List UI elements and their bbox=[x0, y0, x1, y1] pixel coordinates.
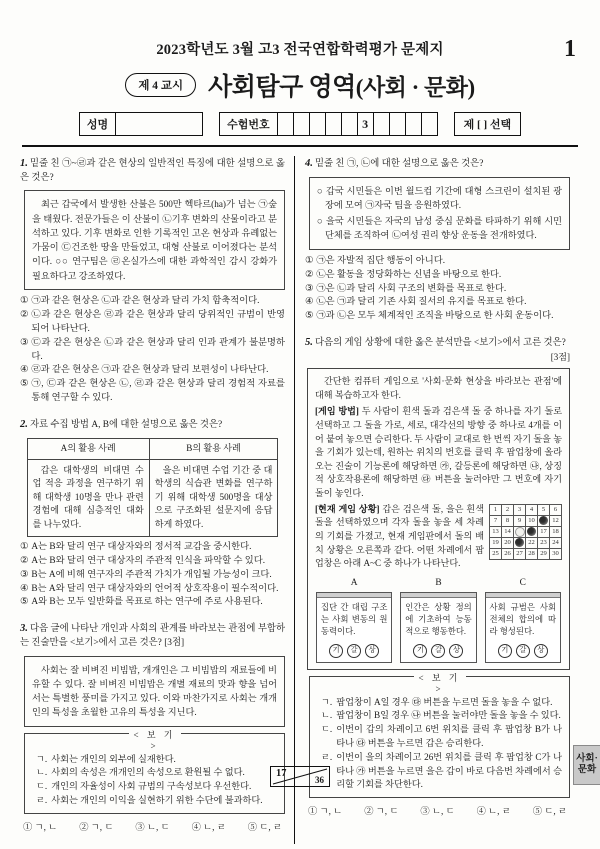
white-stone bbox=[515, 527, 525, 537]
grid-cell-8[interactable]: 8 bbox=[502, 515, 514, 526]
choice-marker: ④ bbox=[305, 297, 314, 308]
question-5-choices bbox=[305, 803, 570, 817]
bogi-text: 개인의 자율성이 사회 규범의 구속성보다 우선한다. bbox=[51, 781, 252, 792]
grid-cell-26[interactable]: 26 bbox=[502, 548, 514, 559]
bogi-item bbox=[32, 753, 277, 767]
question-4-prompt: 밑줄 친 ㉠, ㉡에 대한 설명으로 옳은 것은? bbox=[314, 159, 484, 169]
choice-text: ㉠은 ㉡과 달리 사회 구조의 변화를 목표로 한다. bbox=[316, 283, 507, 294]
popup-column-b bbox=[400, 576, 477, 663]
question-4-head bbox=[305, 156, 570, 172]
exam-id-field[interactable] bbox=[219, 112, 438, 136]
subject-detail: (사회 · 문화) bbox=[355, 75, 475, 100]
popup-a-buttons bbox=[317, 642, 392, 662]
black-stone bbox=[539, 516, 548, 525]
bogi-marker: ㄷ. bbox=[36, 781, 48, 792]
choice-marker: ③ bbox=[305, 283, 314, 294]
id-cell[interactable] bbox=[310, 113, 326, 135]
question-1-number: 1. bbox=[20, 158, 28, 169]
question-4-choices bbox=[305, 255, 570, 325]
button-functionalism[interactable]: 기 bbox=[413, 644, 427, 658]
grid-cell-14[interactable]: 14 bbox=[502, 526, 514, 537]
popup-b-text: 인간은 상황 정의에 기초하여 능동적으로 행동한다. bbox=[405, 603, 472, 637]
bogi-text: 사회의 속성은 개개인의 속성으로 환원될 수 없다. bbox=[51, 767, 245, 778]
id-cell-fixed: 3 bbox=[358, 113, 374, 135]
bogi-text: 사회는 개인의 이익을 실현하기 위한 수단에 불과하다. bbox=[51, 795, 263, 806]
grid-cell-22[interactable]: 22 bbox=[526, 537, 538, 548]
choice-text: A는 B와 달리 연구 대상자의 주관적 인식을 파악할 수 있다. bbox=[31, 555, 266, 566]
choice-text: B는 A와 달리 연구 대상자와의 언어적 상호작용이 필수적이다. bbox=[31, 583, 279, 594]
question-1-prompt: 밑줄 친 ㉠~㉣과 같은 현상의 일반적인 특징에 대한 설명으로 옳은 것은? bbox=[20, 159, 285, 183]
choice-option[interactable] bbox=[20, 309, 285, 337]
choice-marker: ① bbox=[20, 295, 29, 306]
grid-row bbox=[490, 504, 562, 515]
table-cell: 을은 비대면 수업 기간 중 대학생의 식습관 변화를 연구하기 위해 대학생 500명을 대상으로 구조화된 설문지에 응답하게 하였다. bbox=[149, 459, 278, 536]
bogi-marker: ㄴ. bbox=[321, 710, 333, 721]
page-indicator bbox=[270, 766, 330, 787]
grid-cell-23[interactable]: 23 bbox=[538, 537, 550, 548]
popup-c bbox=[485, 592, 562, 663]
bogi-text: 이번이 갑의 차례이고 6번 위치를 클릭 후 팝업창 B가 나타나 ㉰ 버튼을 누르면 갑은 승리한다. bbox=[336, 724, 562, 749]
question-2-number: 2. bbox=[20, 419, 28, 431]
choice-option[interactable] bbox=[20, 337, 285, 365]
question-1 bbox=[20, 156, 285, 406]
grid-row bbox=[490, 537, 562, 548]
popup-column-a bbox=[316, 576, 393, 663]
question-3-points: [3점] bbox=[164, 638, 185, 649]
choice-marker: ② bbox=[305, 269, 314, 280]
grid-cell-29[interactable]: 29 bbox=[538, 548, 550, 559]
question-4-passage bbox=[309, 177, 570, 250]
choice-marker: ④ bbox=[20, 583, 29, 594]
question-3-passage-text: 사회는 잘 비벼진 비빔밥, 개개인은 그 비빔밥의 재료들에 비유할 수 있다. 잘 비벼진 비빔밥은 개별 재료의 맛과 향을 넘어서는 특별한 풍미를 가지고 있다. 이와 마찬가지로 사회는 개개인의 특성을 초월한 고유의 특성을 지닌다. bbox=[32, 664, 277, 718]
game-rules-text: 두 사람이 흰색 돌과 검은색 돌 중 하나를 자기 돌로 선택하고 그 돌을 가로, 세로, 대각선의 방향 중 하나로 4개를 이어 붙여 놓으면 승리한다. 두 사람이 교대로 한 번씩 자기 돌을 놓을 기회가 있는데, 원하는 위치의 번호를 클릭 후 팝업창에 올라오는 진술이 기능론에 해당하면 ㉮, 갈등론에 해당하면 ㉯, 상징적 상호작용론에 해당하면 ㉰ 버튼을 눌러야만 그 번호에 자기 돌이 놓인다. bbox=[315, 406, 563, 499]
choice-option[interactable] bbox=[305, 269, 570, 283]
game-intro: 간단한 컴퓨터 게임으로 '사회·문화 현상을 바라보는 관점'에 대해 복습하고자 한다. bbox=[315, 375, 562, 400]
grid-cell-13[interactable]: 13 bbox=[490, 526, 502, 537]
bogi-text: 팝업창이 B일 경우 ㉯ 버튼을 눌러야만 돌을 놓을 수 있다. bbox=[336, 710, 561, 721]
table-cell: 갑은 대학생의 비대면 수업 적응 과정을 연구하기 위해 대학생 10명을 만나 관련 경험에 대해 심층적인 대화를 나누었다. bbox=[27, 459, 149, 536]
game-status-label: [현재 게임 상황] bbox=[315, 503, 380, 514]
button-symbolic[interactable]: 상 bbox=[365, 644, 379, 658]
choice-option[interactable] bbox=[20, 555, 285, 569]
current-page: 17 bbox=[276, 768, 287, 779]
popup-label-c: C bbox=[519, 577, 526, 588]
table-header-cell: B의 활용 사례 bbox=[149, 438, 278, 459]
question-4-number: 4. bbox=[305, 158, 313, 169]
id-cell[interactable] bbox=[422, 113, 437, 135]
page-title bbox=[208, 67, 475, 103]
button-functionalism[interactable]: 기 bbox=[329, 644, 343, 658]
choice-option[interactable]: ① ㄱ, ㄴ bbox=[23, 822, 58, 833]
grid-cell-24[interactable]: 24 bbox=[550, 537, 562, 548]
grid-row bbox=[490, 548, 562, 559]
exam-id-cells[interactable] bbox=[278, 113, 437, 135]
button-conflict[interactable]: 갈 bbox=[431, 644, 445, 658]
period-badge: 제 4 교시 bbox=[125, 73, 196, 97]
popup-windows bbox=[315, 576, 562, 663]
side-tab bbox=[573, 745, 600, 785]
question-5-points: [3점] bbox=[550, 351, 570, 362]
popup-b-buttons bbox=[401, 642, 476, 662]
id-cell[interactable] bbox=[342, 113, 358, 135]
choice-marker: ① bbox=[305, 255, 314, 266]
bogi-title: < 보 기 > bbox=[414, 671, 466, 694]
grid-cell-30[interactable]: 30 bbox=[550, 548, 562, 559]
question-3-prompt: 다음 글에 나타난 개인과 사회의 관계를 바라보는 관점에 부합하는 진술만을 <보기>에서 고른 것은? bbox=[20, 624, 285, 649]
choice-option[interactable]: ⑤ ㄷ, ㄹ bbox=[532, 807, 567, 818]
grid-cell-1[interactable]: 1 bbox=[490, 504, 502, 515]
question-1-passage-text: 최근 갑국에서 발생한 산불은 500만 헥타르(ha)가 넘는 ㉠숲을 태웠다. 전문가들은 이 산불이 ㉡기후 변화의 산물이라고 분석하고 있다. 기후 변화로 인한 기록적인 고온 현상과 유례없는 가뭄이 ㉢건조한 땅을 만들었고, 대형 산불로 이어졌다는 분석이다. ○○ 연구팀은 ㉣온실가스에 대한 과학적인 감시 강화가 필요하다고 강조하였다. bbox=[32, 199, 277, 281]
question-5-stimulus bbox=[307, 368, 570, 670]
choice-option[interactable]: ② ㄱ, ㄷ bbox=[79, 822, 114, 833]
name-field[interactable] bbox=[79, 112, 203, 136]
subject-name: 사회탐구 영역 bbox=[208, 74, 356, 101]
name-input[interactable] bbox=[116, 113, 202, 135]
content-columns bbox=[20, 156, 580, 844]
choice-option[interactable] bbox=[20, 569, 285, 583]
popup-b bbox=[400, 592, 477, 663]
grid-cell-17[interactable]: 17 bbox=[538, 526, 550, 537]
choice-text: ㉡과 같은 현상은 ㉣과 같은 현상과 달리 당위적인 규범이 반영되어 나타난다. bbox=[31, 309, 285, 334]
popup-c-buttons bbox=[486, 642, 561, 662]
popup-a bbox=[316, 592, 393, 663]
choice-option[interactable]: ③ ㄴ, ㄷ bbox=[420, 807, 455, 818]
game-rules-label: [게임 방법] bbox=[315, 406, 359, 417]
grid-cell-5[interactable]: 5 bbox=[538, 504, 550, 515]
question-4-bullet: ○ 갑국 시민들은 이번 월드컵 기간에 대형 스크린이 설치된 광장에 모여 ㉠자국 팀을 응원하였다. bbox=[317, 185, 562, 210]
question-2-table bbox=[27, 438, 279, 537]
question-2 bbox=[20, 417, 285, 610]
choice-text: ㉡은 ㉠과 달리 기존 사회 질서의 유지를 목표로 한다. bbox=[316, 297, 527, 308]
question-3-choices bbox=[20, 819, 285, 833]
grid-cell-12[interactable]: 12 bbox=[550, 515, 562, 526]
grid-cell-11[interactable] bbox=[538, 515, 550, 526]
grid-cell-19[interactable]: 19 bbox=[490, 537, 502, 548]
table-header-cell: A의 활용 사례 bbox=[27, 438, 149, 459]
bogi-title: < 보 기 > bbox=[129, 728, 181, 751]
game-status-text: 갑은 검은색 돌, 을은 흰색 돌을 선택하였으며 각자 돌을 놓을 세 차례의 기회를 가졌고, 현재 게임판에서 돌의 배치 상황은 오른쪽과 같다. 어떤 차례에서 팝업창은 아래 A~C 중 하나가 나타난다. bbox=[315, 503, 484, 569]
page-number: 1 bbox=[564, 36, 576, 62]
choice-marker: ⑤ bbox=[20, 597, 29, 608]
choice-text: ㉠과 ㉡은 모두 체계적인 조직을 바탕으로 한 사회 운동이다. bbox=[316, 311, 554, 322]
grid-cell-18[interactable]: 18 bbox=[550, 526, 562, 537]
choice-option[interactable] bbox=[20, 364, 285, 378]
bogi-marker: ㄱ. bbox=[36, 753, 48, 764]
bogi-marker: ㄹ. bbox=[36, 795, 48, 806]
popup-label-b: B bbox=[435, 577, 442, 588]
popup-label-a: A bbox=[350, 577, 358, 588]
choice-marker: ① bbox=[20, 541, 29, 552]
bogi-item bbox=[317, 696, 562, 710]
choice-option[interactable]: ③ ㄴ, ㄷ bbox=[135, 822, 170, 833]
bogi-text: 팝업창이 A일 경우 ㉰ 버튼을 누르면 돌을 놓을 수 없다. bbox=[336, 696, 553, 707]
id-cell[interactable] bbox=[278, 113, 294, 135]
grid-cell-3[interactable]: 3 bbox=[514, 504, 526, 515]
question-3 bbox=[20, 621, 285, 832]
id-cell[interactable] bbox=[390, 113, 406, 135]
choice-text: ㉠과 같은 현상은 ㉡과 같은 현상과 달리 가치 함축적이다. bbox=[31, 295, 260, 306]
id-row bbox=[0, 112, 600, 136]
choice-option[interactable]: ① ㄱ, ㄴ bbox=[308, 807, 343, 818]
header-divider bbox=[22, 145, 578, 147]
choice-option[interactable] bbox=[305, 296, 570, 310]
grid-cell-16[interactable] bbox=[526, 526, 538, 537]
choice-option[interactable] bbox=[305, 283, 570, 297]
bogi-item bbox=[32, 794, 277, 808]
selection-field[interactable]: 제 [ ] 선택 bbox=[454, 112, 521, 136]
choice-marker: ⑤ bbox=[20, 379, 29, 390]
choice-option[interactable]: ④ ㄴ, ㄹ bbox=[191, 822, 226, 833]
question-1-choices bbox=[20, 295, 285, 407]
popup-c-text: 사회 규범은 사회 전체의 합의에 따라 형성된다. bbox=[489, 603, 557, 637]
grid-cell-7[interactable]: 7 bbox=[490, 515, 502, 526]
question-2-prompt: 자료 수집 방법 A, B에 대한 설명으로 옳은 것은? bbox=[29, 420, 223, 431]
choice-text: ㉠, ㉢과 같은 현상은 ㉡, ㉣과 같은 현상과 달리 경험적 자료를 통해 연구할 수 있다. bbox=[31, 379, 285, 404]
choice-option[interactable] bbox=[20, 541, 285, 555]
question-2-choices bbox=[20, 541, 285, 611]
exam-title: 2023학년도 3월 고3 전국연합학력평가 문제지 bbox=[156, 42, 444, 58]
choice-marker: ② bbox=[20, 309, 29, 320]
choice-option[interactable] bbox=[305, 255, 570, 269]
choice-text: A와 B는 모두 일반화를 목표로 하는 연구에 주로 사용된다. bbox=[31, 597, 263, 608]
question-4-bullet: ○ 을국 시민들은 자국의 남성 중심 문화를 타파하기 위해 시민 단체를 조직하여 ㉡여성 권리 향상 운동을 전개하였다. bbox=[317, 216, 562, 241]
id-cell[interactable] bbox=[294, 113, 310, 135]
bogi-marker: ㄷ. bbox=[321, 724, 333, 735]
bogi-marker: ㄹ. bbox=[321, 751, 333, 762]
choice-option[interactable] bbox=[20, 583, 285, 597]
subject-line bbox=[0, 67, 600, 103]
question-5-prompt: 다음의 게임 상황에 대한 옳은 분석만을 <보기>에서 고른 것은? bbox=[314, 338, 566, 349]
black-stone bbox=[527, 527, 536, 536]
id-cell[interactable] bbox=[406, 113, 422, 135]
grid-cell-2[interactable]: 2 bbox=[502, 504, 514, 515]
bogi-item bbox=[317, 723, 562, 751]
grid-row bbox=[490, 515, 562, 526]
choice-marker: ⑤ bbox=[305, 311, 314, 322]
id-cell[interactable] bbox=[326, 113, 342, 135]
question-5 bbox=[305, 335, 570, 817]
name-label: 성명 bbox=[80, 113, 116, 135]
question-4 bbox=[305, 156, 570, 324]
page-header bbox=[0, 0, 600, 147]
bogi-text: 사회는 개인의 외부에 실재한다. bbox=[51, 753, 176, 764]
question-2-head bbox=[20, 417, 285, 433]
grid-cell-6[interactable]: 6 bbox=[550, 504, 562, 515]
choice-marker: ③ bbox=[20, 569, 29, 580]
question-3-passage bbox=[24, 656, 285, 727]
bullet-text: 을국 시민들은 자국의 남성 중심 문화를 타파하기 위해 시민 단체를 조직하여 ㉡여성 권리 향상 운동을 전개하였다. bbox=[325, 216, 562, 241]
choice-text: ㉢과 같은 현상은 ㉡과 같은 현상과 달리 인과 관계가 불분명하다. bbox=[31, 337, 285, 362]
question-1-passage bbox=[24, 190, 285, 290]
exam-id-label: 수험번호 bbox=[220, 113, 278, 135]
table-header-row bbox=[27, 438, 278, 459]
game-rules bbox=[315, 405, 562, 500]
choice-option[interactable] bbox=[305, 310, 570, 324]
grid-cell-28[interactable]: 28 bbox=[526, 548, 538, 559]
question-1-head bbox=[20, 156, 285, 185]
grid-cell-20[interactable]: 20 bbox=[502, 537, 514, 548]
left-column bbox=[20, 156, 294, 844]
choice-marker: ② bbox=[20, 555, 29, 566]
choice-option[interactable]: ④ ㄴ, ㄹ bbox=[476, 807, 511, 818]
bogi-item bbox=[317, 709, 562, 723]
choice-option[interactable] bbox=[20, 295, 285, 309]
button-functionalism[interactable]: 기 bbox=[498, 644, 512, 658]
choice-option[interactable] bbox=[20, 596, 285, 610]
game-status-text-wrap bbox=[315, 503, 484, 571]
grid-cell-9[interactable]: 9 bbox=[514, 515, 526, 526]
id-cell[interactable] bbox=[374, 113, 390, 135]
choice-marker: ④ bbox=[20, 365, 29, 376]
grid-cell-27[interactable]: 27 bbox=[514, 548, 526, 559]
popup-a-text: 집단 간 대립 구조는 사회 변동의 원동력이다. bbox=[320, 603, 388, 637]
choice-option[interactable]: ② ㄱ, ㄷ bbox=[364, 807, 399, 818]
choice-option[interactable]: ⑤ ㄷ, ㄹ bbox=[247, 822, 282, 833]
grid-cell-4[interactable]: 4 bbox=[526, 504, 538, 515]
choice-text: ㉠은 자발적 집단 행동이 아니다. bbox=[316, 255, 446, 266]
question-3-number: 3. bbox=[20, 623, 28, 635]
choice-text: B는 A에 비해 연구자의 주관적 가치가 개입될 가능성이 크다. bbox=[31, 569, 272, 580]
choice-text: ㉡은 활동을 정당화하는 신념을 바탕으로 한다. bbox=[316, 269, 502, 280]
total-pages: 36 bbox=[315, 775, 324, 785]
grid-cell-21[interactable] bbox=[514, 537, 526, 548]
bullet-text: 갑국 시민들은 이번 월드컵 기간에 대형 스크린이 설치된 광장에 모여 ㉠자국 팀을 응원하였다. bbox=[325, 185, 562, 210]
button-conflict[interactable]: 갈 bbox=[516, 644, 530, 658]
button-symbolic[interactable]: 상 bbox=[534, 644, 548, 658]
grid-row bbox=[490, 526, 562, 537]
game-status-wrap bbox=[315, 503, 562, 571]
grid-cell-15[interactable] bbox=[514, 526, 526, 537]
bogi-marker: ㄴ. bbox=[36, 767, 48, 778]
button-symbolic[interactable]: 상 bbox=[449, 644, 463, 658]
choice-text: A는 B와 달리 연구 대상자와의 정서적 교감을 중시한다. bbox=[31, 541, 252, 552]
grid-cell-10[interactable]: 10 bbox=[526, 515, 538, 526]
choice-marker: ③ bbox=[20, 337, 29, 348]
choice-text: ㉣과 같은 현상은 ㉠과 같은 현상과 달리 보편성이 나타난다. bbox=[31, 365, 269, 376]
page-footer bbox=[0, 766, 600, 787]
popup-column-c bbox=[485, 576, 562, 663]
button-conflict[interactable]: 갈 bbox=[347, 644, 361, 658]
black-stone bbox=[515, 538, 524, 547]
bogi-marker: ㄱ. bbox=[321, 696, 333, 707]
side-tab-label: 사회·문화 bbox=[576, 753, 598, 775]
game-status bbox=[315, 504, 484, 569]
right-column bbox=[294, 156, 570, 844]
grid-cell-25[interactable]: 25 bbox=[490, 548, 502, 559]
question-5-number: 5. bbox=[305, 337, 313, 349]
choice-option[interactable] bbox=[20, 378, 285, 406]
question-5-head bbox=[305, 335, 570, 364]
game-board-grid[interactable] bbox=[489, 504, 562, 560]
table-row bbox=[27, 459, 278, 536]
question-3-head bbox=[20, 621, 285, 650]
bogi-text: 이번이 을의 차례이고 26번 위치를 클릭 후 팝업창 C가 나타나 ㉮ 버튼을 누르면 을은 갑이 바로 다음번 차례에서 승리할 기회를 차단한다. bbox=[336, 751, 562, 790]
